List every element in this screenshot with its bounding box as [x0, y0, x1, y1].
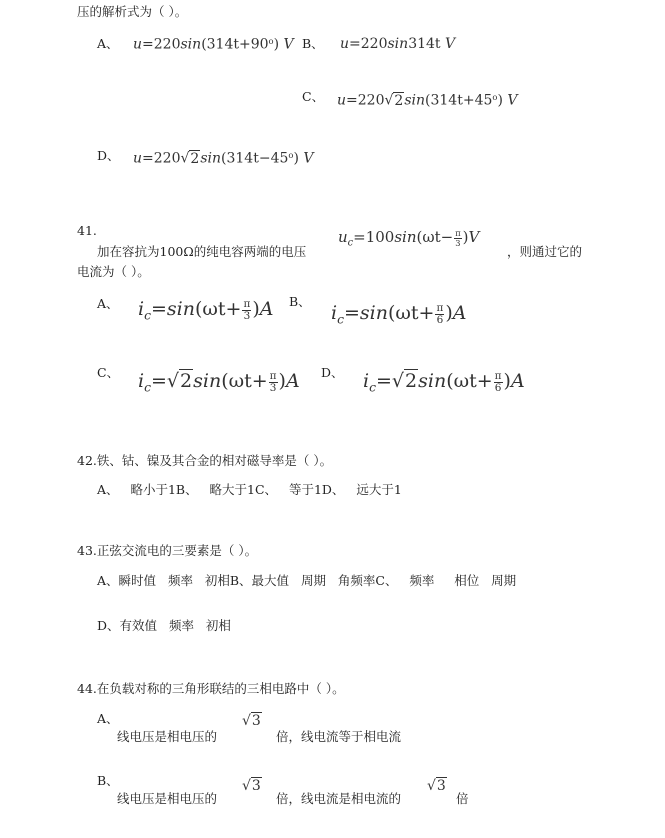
q44-option-b-sqrt1: √3 — [242, 778, 261, 794]
q40-option-d-formula: $u=220√2\sin(314t-45^o)$ V — [133, 150, 314, 167]
q41-stem-part1: 加在容抗为100Ω的纯电容两端的电压 — [97, 244, 307, 259]
q41-stem-formula: $u_c=100\sin(\omega t-$ $\frac{\pi}{3}$ )V — [338, 228, 480, 249]
q40-option-d-label: D、 — [97, 148, 120, 163]
sqrt-icon: √ — [427, 778, 436, 794]
q43-options-line2: D、有效值 频率 初相 — [97, 618, 231, 633]
sqrt-icon: √2 — [166, 370, 193, 392]
q44-option-b-label: B、 — [97, 773, 119, 788]
q41-stem-part2: ，则通过它的 — [507, 244, 583, 259]
sqrt-icon: √2 — [391, 370, 418, 392]
q41-stem-part3: 电流为（ ）。 — [77, 264, 150, 279]
q41-number: 41. — [77, 223, 97, 238]
q40-stem-tail: 压的解析式为（ ）。 — [77, 4, 188, 19]
sqrt-icon: √2 — [180, 150, 200, 167]
sqrt-icon: √ — [242, 713, 251, 729]
q41-option-c-label: C、 — [97, 365, 120, 380]
q41-option-d-formula: $i_c=√2\sin(\omega t+$ $\frac{\pi}{6}$ )A — [363, 370, 525, 395]
q44-stem: 44.在负载对称的三角形联结的三相电路中（ ）。 — [77, 681, 345, 696]
q43-stem: 43.正弦交流电的三要素是（ ）。 — [77, 543, 258, 558]
q44-option-a-text2: 倍，线电流等于相电流 — [276, 729, 402, 744]
q41-option-b-label: B、 — [289, 294, 311, 309]
q43-options-line1: A、瞬时值 频率 初相B、最大值 周期 角频率C、 频率 相位 周期 — [97, 573, 517, 588]
q41-option-b-formula: $i_c=\sin(\omega t+$ $\frac{\pi}{6}$ )A — [331, 302, 467, 327]
q40-option-c-formula: $u=220√2\sin(314t+45^o)$ V — [337, 92, 518, 109]
q41-option-a-label: A、 — [97, 296, 119, 311]
q41-option-d-label: D、 — [321, 365, 344, 380]
q40-option-a-formula: $u=220\sin(314t+90^o)$ V — [133, 36, 294, 53]
q40-option-b-formula: u=220sin314t V — [340, 36, 456, 52]
q42-stem: 42.铁、钴、镍及其合金的相对磁导率是（ ）。 — [77, 453, 333, 468]
q44-option-a-sqrt: √3 — [242, 713, 261, 729]
q41-option-c-formula: $i_c=√2\sin(\omega t+$ $\frac{\pi}{3}$ )A — [138, 370, 300, 395]
sqrt-icon: √2 — [384, 92, 404, 109]
q44-option-b-text2: 倍，线电流是相电流的 — [276, 791, 402, 806]
q44-option-a-text1: 线电压是相电压的 — [117, 729, 218, 744]
q44-option-a-label: A、 — [97, 711, 119, 726]
sqrt-icon: √ — [242, 778, 251, 794]
q40-option-c-label: C、 — [302, 89, 325, 104]
q44-option-b-text1: 线电压是相电压的 — [117, 791, 218, 806]
q40-option-a-label: A、 — [97, 36, 119, 51]
q42-options: A、 略小于1B、 略大于1C、 等于1D、 远大于1 — [97, 482, 402, 497]
q40-option-b-label: B、 — [302, 36, 324, 51]
q44-option-b-text3: 倍 — [456, 791, 469, 806]
q44-option-b-sqrt2: √3 — [427, 778, 446, 794]
q41-option-a-formula: $i_c=\sin(\omega t+$ $\frac{\pi}{3}$ )A — [138, 298, 274, 323]
